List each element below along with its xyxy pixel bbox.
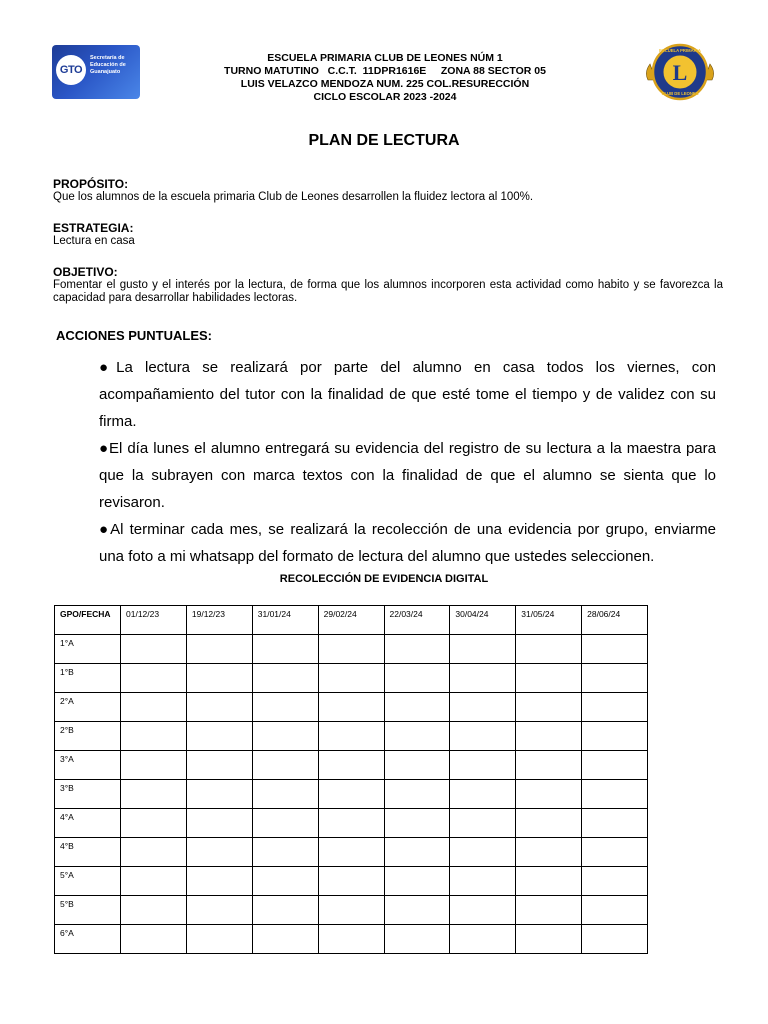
table-row bbox=[55, 896, 648, 925]
table-row bbox=[55, 838, 648, 867]
evidence-cell[interactable] bbox=[384, 809, 450, 838]
evidence-cell[interactable] bbox=[450, 838, 516, 867]
evidence-cell[interactable] bbox=[582, 809, 648, 838]
column-header: GPO/FECHA bbox=[55, 606, 121, 635]
evidence-cell[interactable] bbox=[582, 838, 648, 867]
table-row bbox=[55, 751, 648, 780]
evidence-cell[interactable] bbox=[318, 838, 384, 867]
accion-item: ●El día lunes el alumno entregará su evidencia del registro de su lectura a la maestra para que la subrayen con marca textos con la finalidad de que el alumno se sienta que lo revisaron. bbox=[99, 440, 716, 511]
table-row bbox=[55, 925, 648, 954]
evidence-cell[interactable] bbox=[516, 925, 582, 954]
table-row bbox=[55, 780, 648, 809]
group-cell: 1°A bbox=[55, 635, 121, 664]
header-line-3: LUIS VELAZCO MENDOZA NUM. 225 COL.RESURECCIÓN bbox=[240, 78, 530, 90]
evidence-cell[interactable] bbox=[186, 780, 252, 809]
table-row bbox=[55, 809, 648, 838]
evidence-cell[interactable] bbox=[252, 838, 318, 867]
table-header-row bbox=[55, 606, 648, 635]
evidence-cell[interactable] bbox=[252, 896, 318, 925]
evidence-cell[interactable] bbox=[252, 664, 318, 693]
group-cell: 4°B bbox=[55, 838, 121, 867]
column-header: 29/02/24 bbox=[318, 606, 384, 635]
evidence-cell[interactable] bbox=[450, 809, 516, 838]
evidence-cell[interactable] bbox=[582, 635, 648, 664]
lions-logo-letter: L bbox=[672, 60, 688, 85]
group-cell: 3°B bbox=[55, 780, 121, 809]
estrategia-section bbox=[53, 222, 723, 248]
estrategia-text: Lectura en casa bbox=[53, 235, 135, 247]
evidence-cell[interactable] bbox=[516, 809, 582, 838]
evidence-cell[interactable] bbox=[582, 867, 648, 896]
group-cell: 2°A bbox=[55, 693, 121, 722]
lions-logo-bottom-text: CLUB DE LEONES bbox=[661, 91, 699, 96]
evidence-cell[interactable] bbox=[252, 809, 318, 838]
evidence-cell[interactable] bbox=[121, 809, 187, 838]
evidence-cell[interactable] bbox=[384, 838, 450, 867]
table-row bbox=[55, 722, 648, 751]
evidence-cell[interactable] bbox=[450, 693, 516, 722]
evidence-cell[interactable] bbox=[384, 693, 450, 722]
evidence-table-title: RECOLECCIÓN DE EVIDENCIA DIGITAL bbox=[279, 573, 489, 585]
evidence-cell[interactable] bbox=[121, 751, 187, 780]
evidence-cell[interactable] bbox=[384, 867, 450, 896]
evidence-cell[interactable] bbox=[121, 896, 187, 925]
evidence-cell[interactable] bbox=[186, 867, 252, 896]
evidence-cell[interactable] bbox=[450, 867, 516, 896]
evidence-cell[interactable] bbox=[186, 693, 252, 722]
evidence-cell[interactable] bbox=[384, 722, 450, 751]
evidence-cell[interactable] bbox=[384, 635, 450, 664]
estrategia-label: ESTRATEGIA: bbox=[53, 221, 134, 235]
evidence-cell[interactable] bbox=[516, 693, 582, 722]
page-title: PLAN DE LECTURA bbox=[308, 132, 460, 149]
evidence-cell[interactable] bbox=[384, 664, 450, 693]
lions-club-logo bbox=[644, 42, 716, 102]
evidence-cell[interactable] bbox=[450, 751, 516, 780]
column-header: 22/03/24 bbox=[384, 606, 450, 635]
group-cell: 3°A bbox=[55, 751, 121, 780]
column-header: 30/04/24 bbox=[450, 606, 516, 635]
evidence-cell[interactable] bbox=[252, 693, 318, 722]
evidence-cell[interactable] bbox=[516, 751, 582, 780]
evidence-cell[interactable] bbox=[384, 780, 450, 809]
lions-logo-top-text: ESCUELA PRIMARIA bbox=[659, 48, 701, 53]
evidence-cell[interactable] bbox=[318, 664, 384, 693]
evidence-cell[interactable] bbox=[252, 780, 318, 809]
evidence-cell[interactable] bbox=[582, 751, 648, 780]
evidence-cell[interactable] bbox=[252, 751, 318, 780]
evidence-cell[interactable] bbox=[252, 722, 318, 751]
header-line-1: ESCUELA PRIMARIA CLUB DE LEONES NÚM 1 bbox=[267, 52, 503, 64]
evidence-cell[interactable] bbox=[582, 693, 648, 722]
evidence-cell[interactable] bbox=[186, 751, 252, 780]
evidence-cell[interactable] bbox=[516, 635, 582, 664]
evidence-cell[interactable] bbox=[582, 780, 648, 809]
evidence-cell[interactable] bbox=[516, 867, 582, 896]
evidence-cell[interactable] bbox=[186, 925, 252, 954]
group-cell: 2°B bbox=[55, 722, 121, 751]
evidence-cell[interactable] bbox=[121, 780, 187, 809]
evidence-cell[interactable] bbox=[121, 635, 187, 664]
group-cell: 6°A bbox=[55, 925, 121, 954]
evidence-cell[interactable] bbox=[582, 925, 648, 954]
evidence-cell[interactable] bbox=[450, 722, 516, 751]
header-line-2: TURNO MATUTINO C.C.T. 11DPR1616E ZONA 88 SECTOR 05 bbox=[224, 65, 546, 77]
acciones-label: ACCIONES PUNTUALES: bbox=[56, 328, 213, 343]
evidence-cell[interactable] bbox=[318, 722, 384, 751]
evidence-cell[interactable] bbox=[121, 693, 187, 722]
accion-item: ●Al terminar cada mes, se realizará la recolección de una evidencia por grupo, enviarme una foto a mi whatsapp del formato de lectura del alumno que ustedes seleccionen. bbox=[99, 521, 716, 565]
evidence-cell[interactable] bbox=[318, 693, 384, 722]
evidence-cell[interactable] bbox=[121, 838, 187, 867]
evidence-table bbox=[54, 605, 648, 954]
evidence-cell[interactable] bbox=[186, 896, 252, 925]
evidence-cell[interactable] bbox=[516, 780, 582, 809]
evidence-cell[interactable] bbox=[186, 635, 252, 664]
evidence-cell[interactable] bbox=[516, 722, 582, 751]
proposito-text: Que los alumnos de la escuela primaria Club de Leones desarrollen la fluidez lectora al 100%. bbox=[53, 191, 534, 203]
evidence-cell[interactable] bbox=[450, 925, 516, 954]
evidence-cell[interactable] bbox=[516, 664, 582, 693]
evidence-cell[interactable] bbox=[318, 809, 384, 838]
column-header: 01/12/23 bbox=[121, 606, 187, 635]
column-header: 19/12/23 bbox=[186, 606, 252, 635]
evidence-cell[interactable] bbox=[450, 664, 516, 693]
evidence-cell[interactable] bbox=[252, 925, 318, 954]
gto-badge: GTO bbox=[56, 55, 86, 85]
evidence-cell[interactable] bbox=[582, 896, 648, 925]
evidence-cell[interactable] bbox=[186, 838, 252, 867]
gto-logo-text: Secretaría de Educación de Guanajuato bbox=[90, 55, 126, 75]
evidence-cell[interactable] bbox=[318, 751, 384, 780]
evidence-cell[interactable] bbox=[318, 896, 384, 925]
table-row bbox=[55, 664, 648, 693]
evidence-cell[interactable] bbox=[450, 635, 516, 664]
evidence-cell[interactable] bbox=[516, 838, 582, 867]
header-line-4: CICLO ESCOLAR 2023 -2024 bbox=[313, 91, 457, 103]
evidence-cell[interactable] bbox=[121, 722, 187, 751]
table-body bbox=[55, 635, 648, 954]
gto-logo bbox=[52, 45, 140, 99]
evidence-cell[interactable] bbox=[516, 896, 582, 925]
objetivo-section bbox=[53, 266, 723, 305]
accion-item: ●La lectura se realizará por parte del alumno en casa todos los viernes, con acompañamiento del tutor con la finalidad de que esté tome el tiempo y de validez con su firma. bbox=[99, 359, 716, 430]
evidence-cell[interactable] bbox=[318, 635, 384, 664]
school-header bbox=[150, 52, 620, 104]
evidence-cell[interactable] bbox=[252, 867, 318, 896]
evidence-cell[interactable] bbox=[450, 780, 516, 809]
proposito-label: PROPÓSITO: bbox=[53, 177, 129, 191]
evidence-cell[interactable] bbox=[582, 722, 648, 751]
evidence-cell[interactable] bbox=[186, 809, 252, 838]
objetivo-label: OBJETIVO: bbox=[53, 265, 118, 279]
table-row bbox=[55, 635, 648, 664]
evidence-cell[interactable] bbox=[186, 722, 252, 751]
proposito-section bbox=[53, 178, 723, 204]
group-cell: 4°A bbox=[55, 809, 121, 838]
table-row bbox=[55, 693, 648, 722]
evidence-cell[interactable] bbox=[450, 896, 516, 925]
evidence-cell[interactable] bbox=[582, 664, 648, 693]
evidence-cell[interactable] bbox=[318, 867, 384, 896]
evidence-cell[interactable] bbox=[121, 925, 187, 954]
objetivo-text: Fomentar el gusto y el interés por la lectura, de forma que los alumnos incorporen esta actividad como habito y se favorezca la capacidad para desarrollar habilidades lectoras. bbox=[53, 279, 723, 304]
group-cell: 5°A bbox=[55, 867, 121, 896]
evidence-cell[interactable] bbox=[384, 751, 450, 780]
acciones-list bbox=[99, 354, 716, 570]
evidence-cell[interactable] bbox=[318, 925, 384, 954]
column-header: 28/06/24 bbox=[582, 606, 648, 635]
evidence-cell[interactable] bbox=[121, 664, 187, 693]
evidence-cell[interactable] bbox=[384, 925, 450, 954]
evidence-cell[interactable] bbox=[318, 780, 384, 809]
column-header: 31/05/24 bbox=[516, 606, 582, 635]
evidence-cell[interactable] bbox=[121, 867, 187, 896]
evidence-cell[interactable] bbox=[252, 635, 318, 664]
evidence-cell[interactable] bbox=[186, 664, 252, 693]
table-row bbox=[55, 867, 648, 896]
evidence-cell[interactable] bbox=[384, 896, 450, 925]
group-cell: 1°B bbox=[55, 664, 121, 693]
column-header: 31/01/24 bbox=[252, 606, 318, 635]
group-cell: 5°B bbox=[55, 896, 121, 925]
